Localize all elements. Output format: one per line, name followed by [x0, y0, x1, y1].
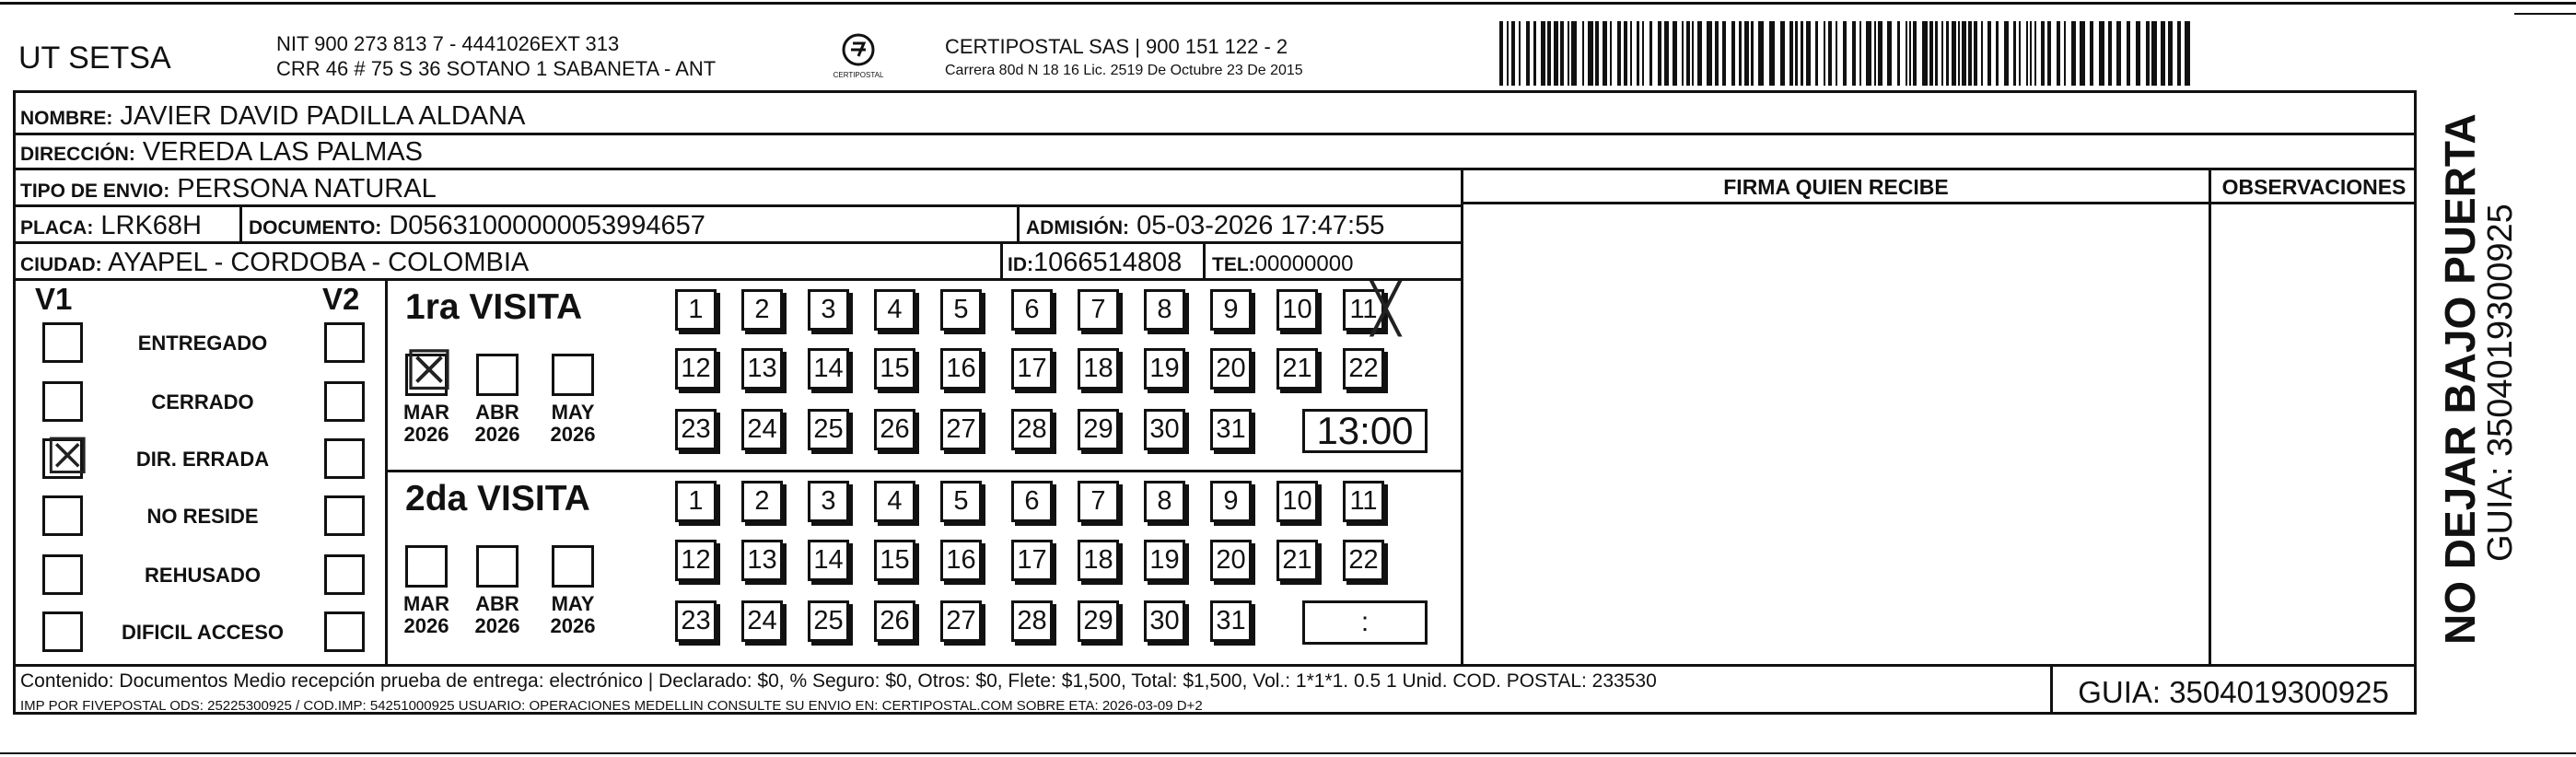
signature-area[interactable] — [1466, 206, 2206, 661]
day-box[interactable]: 13 — [741, 348, 783, 390]
month-label — [539, 402, 607, 446]
day-box[interactable]: 5 — [940, 481, 982, 522]
documento-label: DOCUMENTO: — [249, 217, 382, 239]
status-label: NO RESIDE — [146, 505, 259, 528]
day-box[interactable]: 9 — [1210, 289, 1252, 331]
v1-heading: V1 — [35, 282, 73, 316]
day-box[interactable]: 5 — [940, 289, 982, 331]
day-box[interactable]: 4 — [874, 289, 915, 331]
day-box[interactable]: 26 — [874, 600, 915, 642]
day-box[interactable]: 17 — [1011, 540, 1053, 581]
day-box[interactable]: 24 — [741, 409, 783, 450]
visit-divider — [385, 470, 1461, 472]
contenido-line: Contenido: Documentos Medio recepción prueba de entrega: electrónico | Declarado: $0, % Seguro: $0, Otros: $0, Flete: $1,500, Total: $1,500, Vol.: 1*1*1. 0.5 1 Unid. COD. POSTAL: 233530 — [20, 670, 1657, 692]
day-box[interactable]: 18 — [1078, 540, 1119, 581]
firma-header: FIRMA QUIEN RECIBE — [1723, 175, 1949, 199]
footer-line — [13, 664, 2417, 667]
id-label: ID: — [1008, 254, 1033, 275]
placa-cell — [20, 211, 202, 241]
day-box[interactable]: 20 — [1210, 348, 1252, 390]
status-label: CERRADO — [151, 390, 254, 413]
month-name: MAY — [551, 401, 595, 424]
day-box[interactable]: 12 — [675, 540, 717, 581]
month-checkbox[interactable] — [476, 545, 519, 588]
nombre-value: JAVIER DAVID PADILLA ALDANA — [120, 101, 526, 131]
visit-title: 2da VISITA — [405, 479, 590, 518]
status-label: DIR. ERRADA — [135, 448, 270, 471]
v2-checkbox[interactable] — [324, 554, 365, 595]
signature-divider — [1461, 168, 1463, 664]
footer-guia: GUIA: 3504019300925 — [2078, 675, 2389, 709]
day-box[interactable]: 28 — [1011, 600, 1053, 642]
month-name: MAR — [402, 592, 450, 615]
day-box[interactable]: 23 — [675, 409, 717, 450]
v2-checkbox[interactable] — [324, 495, 365, 536]
v1-checkbox[interactable] — [42, 495, 83, 536]
logo-text: CERTIPOSTAL — [833, 71, 884, 79]
v2-checkbox[interactable] — [324, 381, 365, 422]
observations-divider — [2209, 168, 2211, 664]
day-box[interactable]: 25 — [808, 600, 849, 642]
day-box[interactable]: 9 — [1210, 481, 1252, 522]
nit-line-1: NIT 900 273 813 7 - 4441026EXT 313 — [276, 32, 620, 55]
day-box[interactable]: 30 — [1144, 409, 1185, 450]
admision-divider — [1017, 204, 1020, 241]
day-box[interactable]: 15 — [874, 348, 915, 390]
nombre-row — [20, 101, 525, 132]
day-box[interactable]: 17 — [1011, 348, 1053, 390]
day-box[interactable]: 28 — [1011, 409, 1053, 450]
bottom-rule — [0, 752, 2576, 754]
day-box[interactable]: 16 — [940, 540, 982, 581]
tel-value: 00000000 — [1254, 251, 1354, 276]
day-box[interactable]: 20 — [1210, 540, 1252, 581]
direccion-row — [20, 137, 423, 168]
v1-checkbox[interactable] — [42, 427, 90, 485]
day-box[interactable]: 29 — [1078, 409, 1119, 450]
day-box[interactable]: 19 — [1144, 348, 1185, 390]
day-box[interactable]: 3 — [808, 481, 849, 522]
day-box[interactable]: 21 — [1276, 348, 1318, 390]
day-box[interactable]: 8 — [1144, 289, 1185, 331]
admision-value: 05-03-2026 17:47:55 — [1136, 211, 1385, 240]
logo-icon — [840, 31, 877, 68]
id-value: 1066514808 — [1033, 248, 1183, 277]
v1-checkbox[interactable] — [42, 554, 83, 595]
day-box[interactable]: 22 — [1343, 540, 1384, 581]
month-label — [463, 402, 531, 446]
observaciones-header: OBSERVACIONES — [2221, 175, 2407, 199]
tel-cell — [1212, 248, 1353, 278]
month-checkbox[interactable] — [404, 339, 454, 403]
direccion-label: DIRECCIÓN: — [20, 144, 135, 165]
v2-heading: V2 — [322, 282, 360, 316]
day-box[interactable]: 22 — [1343, 348, 1384, 390]
day-box[interactable]: 23 — [675, 600, 717, 642]
placa-divider — [239, 204, 242, 241]
day-box[interactable]: 15 — [874, 540, 915, 581]
nombre-label: NOMBRE: — [20, 108, 113, 129]
month-name: ABR — [475, 592, 519, 615]
day-box[interactable]: 19 — [1144, 540, 1185, 581]
status-label: ENTREGADO — [137, 332, 268, 355]
day-box[interactable]: 26 — [874, 409, 915, 450]
documento-value: D05631000000053994657 — [389, 211, 705, 240]
v1-check-mark: ☒ — [45, 427, 90, 485]
day-box[interactable]: 18 — [1078, 348, 1119, 390]
carrier-logo — [812, 31, 904, 79]
placa-value: LRK68H — [100, 211, 203, 240]
top-rule — [0, 2, 2576, 5]
time-box[interactable]: : — [1302, 600, 1428, 645]
day-box[interactable]: 7 — [1078, 289, 1119, 331]
v2-checkbox[interactable] — [324, 322, 365, 363]
company-name: UT SETSA — [18, 41, 171, 76]
month-name: MAR — [402, 401, 450, 424]
month-checkbox[interactable] — [405, 545, 448, 588]
carrier-name: CERTIPOSTAL SAS | 900 151 122 - 2 — [945, 35, 1288, 58]
day-box[interactable]: 12 — [675, 348, 717, 390]
month-label — [392, 593, 460, 637]
day-box[interactable]: 3 — [808, 289, 849, 331]
month-year: 2026 — [403, 614, 449, 637]
day-box[interactable]: 14 — [808, 540, 849, 581]
visit-title: 1ra VISITA — [405, 287, 583, 327]
tipo-value: PERSONA NATURAL — [177, 174, 437, 204]
month-year: 2026 — [550, 614, 596, 637]
day-11-mark: ╳ — [1371, 282, 1401, 337]
month-year: 2026 — [550, 423, 596, 446]
row-line-2 — [13, 168, 2417, 170]
row-line-3 — [13, 204, 1463, 207]
v1-checkbox[interactable] — [42, 381, 83, 422]
day-box[interactable]: 11 — [1343, 481, 1384, 522]
top-right-rule — [2514, 13, 2576, 15]
v1-checkbox[interactable] — [42, 322, 83, 363]
month-year: 2026 — [474, 614, 520, 637]
month-checkbox[interactable] — [552, 545, 594, 588]
admision-cell — [1026, 211, 1384, 241]
tel-divider — [1203, 241, 1206, 278]
day-box[interactable]: 25 — [808, 409, 849, 450]
barcode — [1499, 21, 2201, 86]
day-box[interactable]: 24 — [741, 600, 783, 642]
carrier-license: Carrera 80d N 18 16 Lic. 2519 De Octubre 23 De 2015 — [945, 63, 1303, 78]
direccion-value: VEREDA LAS PALMAS — [142, 137, 423, 167]
day-box[interactable]: 21 — [1276, 540, 1318, 581]
ciudad-cell — [20, 248, 529, 278]
documento-cell — [249, 211, 705, 241]
month-year: 2026 — [474, 423, 520, 446]
month-name: ABR — [475, 401, 519, 424]
month-checkbox[interactable] — [552, 354, 594, 396]
month-label — [463, 593, 531, 637]
day-box[interactable]: 13 — [741, 540, 783, 581]
day-box[interactable]: 31 — [1210, 600, 1252, 642]
day-box[interactable]: 2 — [741, 289, 783, 331]
v2-checkbox[interactable] — [324, 438, 365, 479]
nit-line-2: CRR 46 # 75 S 36 SOTANO 1 SABANETA - ANT — [276, 57, 717, 80]
ciudad-label: CIUDAD: — [20, 254, 102, 275]
day-box[interactable]: 10 — [1276, 289, 1318, 331]
row-line-1 — [13, 133, 2417, 135]
row-line-4 — [13, 241, 1463, 244]
month-year: 2026 — [403, 423, 449, 446]
day-box[interactable]: 30 — [1144, 600, 1185, 642]
tipo-row — [20, 174, 437, 204]
month-check-mark: ☒ — [404, 339, 454, 403]
month-name: MAY — [551, 592, 595, 615]
day-box[interactable]: 16 — [940, 348, 982, 390]
day-box[interactable]: 10 — [1276, 481, 1318, 522]
day-box[interactable]: 14 — [808, 348, 849, 390]
day-box[interactable]: 6 — [1011, 481, 1053, 522]
day-box[interactable]: 4 — [874, 481, 915, 522]
month-label — [392, 402, 460, 446]
month-checkbox[interactable] — [476, 354, 519, 396]
v1-checkbox[interactable] — [42, 611, 83, 652]
company-nit — [276, 31, 716, 81]
status-label: REHUSADO — [145, 564, 261, 587]
day-box[interactable]: 6 — [1011, 289, 1053, 331]
admision-label: ADMISIÓN: — [1026, 217, 1129, 239]
day-box[interactable]: 11 — [1343, 289, 1384, 331]
day-box[interactable]: 1 — [675, 481, 717, 522]
day-box[interactable]: 27 — [940, 600, 982, 642]
day-box[interactable]: 2 — [741, 481, 783, 522]
no-dejar-warning: NO DEJAR BAJO PUERTA — [2436, 113, 2484, 645]
id-divider — [1000, 241, 1003, 278]
ciudad-value: AYAPEL - CORDOBA - COLOMBIA — [108, 248, 530, 277]
placa-label: PLACA: — [20, 217, 94, 239]
day-box[interactable]: 29 — [1078, 600, 1119, 642]
day-box[interactable]: 1 — [675, 289, 717, 331]
imp-line: IMP POR FIVEPOSTAL ODS: 25225300925 / COD.IMP: 54251000925 USUARIO: OPERACIONES MEDELLIN CONSULTE SU ENVIO EN: CERTIPOSTAL.COM SOBRE ETA: 2026-03-09 D+2 — [20, 698, 1203, 714]
row-line-5 — [13, 278, 1463, 281]
month-label — [539, 593, 607, 637]
tipo-label: TIPO DE ENVIO: — [20, 181, 170, 202]
tel-label: TEL: — [1212, 254, 1255, 275]
day-box[interactable]: 31 — [1210, 409, 1252, 450]
time-box[interactable]: 13:00 — [1302, 409, 1428, 453]
day-box[interactable]: 7 — [1078, 481, 1119, 522]
observations-area[interactable] — [2214, 206, 2414, 661]
id-cell — [1008, 248, 1182, 278]
day-box[interactable]: 8 — [1144, 481, 1185, 522]
v2-checkbox[interactable] — [324, 611, 365, 652]
status-label: DIFICIL ACCESO — [121, 621, 284, 644]
day-box[interactable]: 27 — [940, 409, 982, 450]
side-guia: GUIA: 3504019300925 — [2481, 204, 2520, 562]
signature-header-line — [1463, 202, 2417, 204]
